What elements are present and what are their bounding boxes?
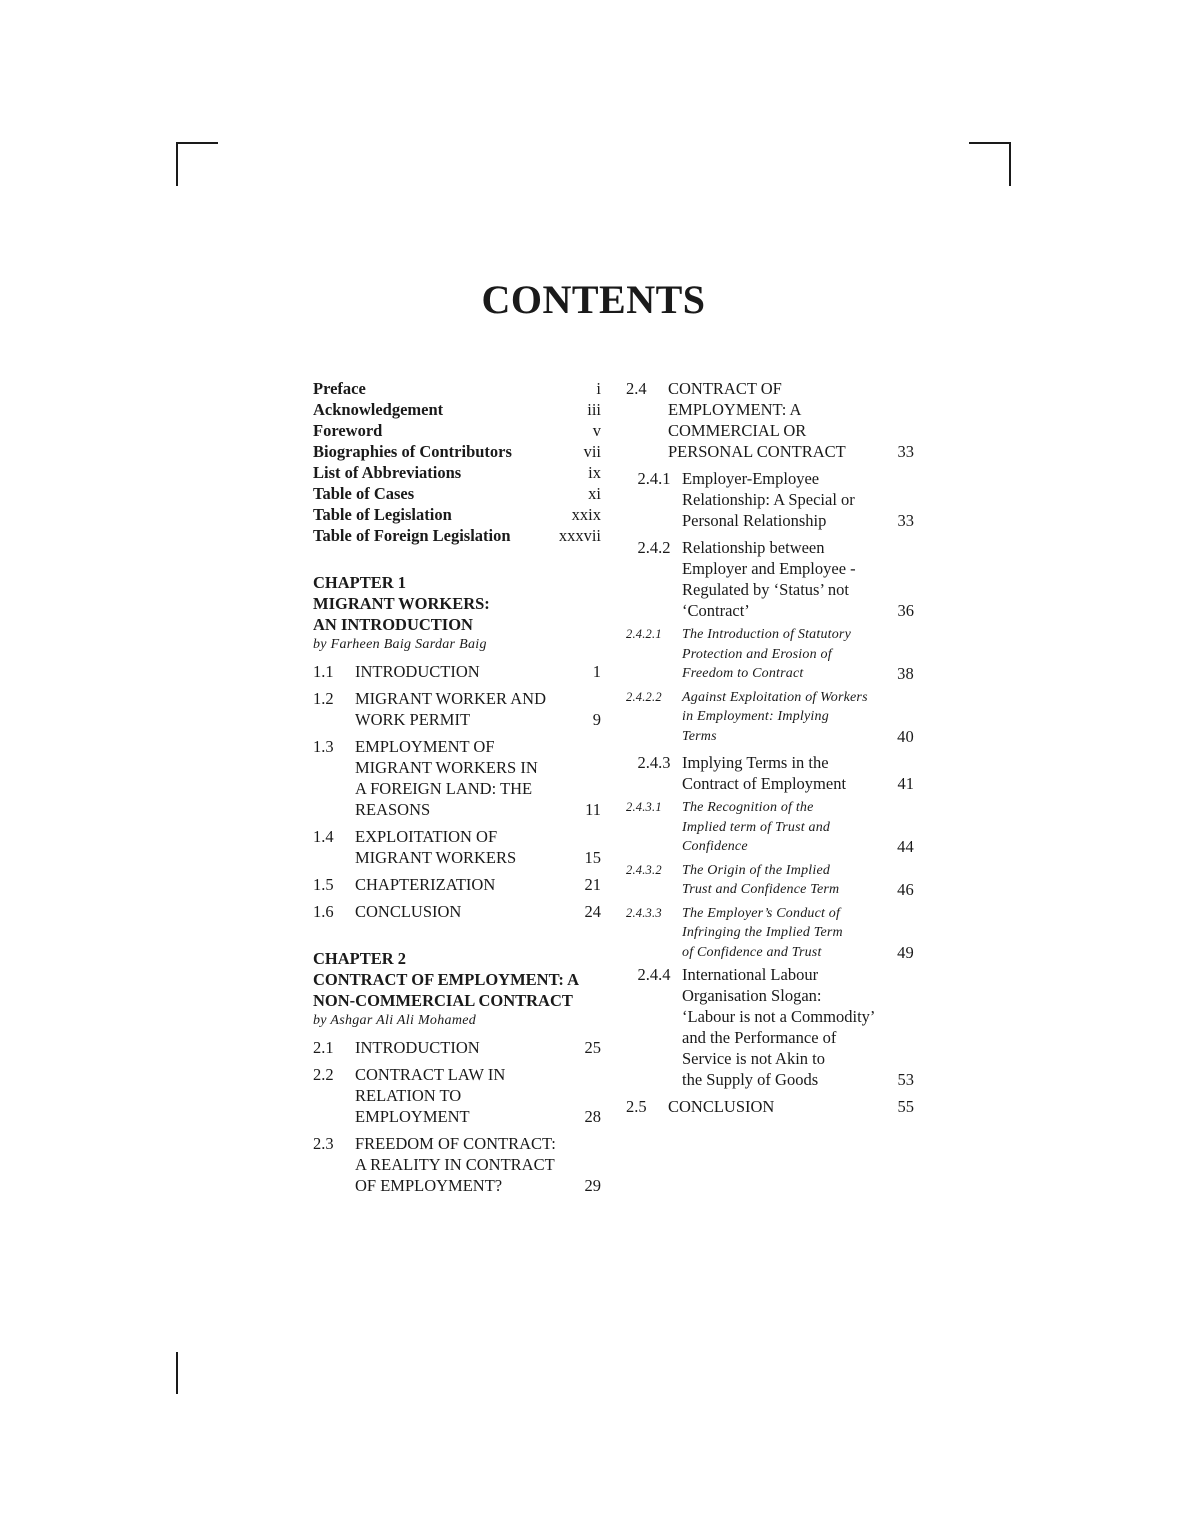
section-title — [355, 1037, 567, 1058]
chapter-author: by Ashgar Ali Ali Mohamed — [313, 1013, 477, 1028]
section-number: 2.2 — [313, 1065, 334, 1084]
crop-mark-top-right-vertical — [1009, 142, 1011, 186]
crop-mark-top-left — [176, 142, 218, 144]
toc-section-1-4[interactable] — [313, 826, 601, 868]
section-title-line: MIGRANT WORKERS IN — [355, 758, 538, 777]
section-title-line: Infringing the Implied Term — [682, 925, 843, 940]
section-number: 1.3 — [313, 737, 334, 756]
section-page: 11 — [585, 800, 601, 819]
front-matter-list — [313, 378, 601, 546]
entry-label: Table of Legislation — [313, 505, 452, 524]
section-number: 2.4.1 — [637, 469, 671, 488]
section-title-line: CONCLUSION — [355, 902, 462, 921]
section-title-line: ‘Labour is not a Commodity’ — [682, 1007, 876, 1026]
section-title — [355, 901, 567, 922]
section-number: 2.4.2.2 — [626, 689, 662, 704]
entry-page: v — [592, 421, 601, 440]
section-title-line: Implied term of Trust and — [682, 819, 831, 835]
section-title-line: Confidence — [682, 839, 748, 854]
section-title-line: Trust and Confidence Term — [682, 882, 840, 897]
toc-section-2-4-2-2[interactable] — [626, 688, 914, 747]
section-title — [682, 861, 884, 900]
section-title-line: Relationship between — [682, 538, 825, 557]
section-page: 24 — [584, 902, 601, 921]
crop-mark-top-right — [969, 142, 1011, 144]
section-title-line: CONTRACT OF — [668, 379, 782, 398]
entry-page: xxix — [571, 505, 601, 524]
toc-section-1-3[interactable] — [313, 736, 601, 820]
section-title — [355, 826, 567, 868]
section-page: 49 — [897, 942, 914, 962]
section-title-line: MIGRANT WORKERS — [355, 848, 517, 867]
toc-section-2-4-1[interactable] — [626, 468, 914, 531]
section-title — [355, 1133, 567, 1196]
section-title-line: The Recognition of the — [682, 800, 814, 815]
section-title-line: Implying Terms in the — [682, 753, 829, 772]
chapter-author: by Farheen Baig Sardar Baig — [313, 637, 487, 652]
section-title-line: INTRODUCTION — [355, 662, 480, 681]
toc-section-2-4-3-3[interactable] — [626, 904, 914, 963]
section-title — [682, 468, 884, 531]
section-title-line: The Introduction of Statutory — [682, 627, 851, 642]
section-title-line: INTRODUCTION — [355, 1038, 480, 1057]
chapter-label: CHAPTER 1 — [313, 573, 407, 592]
entry-label: Biographies of Contributors — [313, 442, 512, 461]
entry-label: Foreword — [313, 421, 383, 440]
section-number: 2.5 — [626, 1097, 647, 1116]
section-number: 2.4.3 — [637, 753, 671, 772]
entry-label: Preface — [313, 379, 366, 398]
section-title-line: Against Exploitation of Workers — [682, 689, 868, 705]
section-title — [682, 964, 884, 1090]
section-title — [355, 1064, 567, 1127]
section-page: 55 — [897, 1097, 914, 1116]
section-title-line: REASONS — [355, 800, 431, 819]
toc-section-2-4-4[interactable] — [626, 964, 914, 1090]
section-title-line: CHAPTERIZATION — [355, 875, 496, 894]
chapter-title[interactable]: AN INTRODUCTION — [313, 615, 473, 634]
toc-entry-preface[interactable] — [313, 378, 601, 399]
section-number: 2.4.2 — [637, 538, 671, 557]
section-title-line: Regulated by ‘Status’ not — [682, 580, 849, 599]
section-title-line: ‘Contract’ — [682, 601, 750, 620]
section-title-line: Service is not Akin to — [682, 1049, 825, 1068]
entry-page: i — [596, 379, 601, 398]
section-title-line: Organisation Slogan: — [682, 986, 822, 1005]
section-page: 29 — [584, 1176, 601, 1195]
chapter-title[interactable]: CONTRACT OF EMPLOYMENT: A — [313, 970, 579, 989]
section-title-line: A REALITY IN CONTRACT — [355, 1155, 555, 1174]
section-title-line: MIGRANT WORKER AND — [355, 689, 546, 708]
toc-section-2-5[interactable] — [626, 1096, 914, 1117]
section-page: 25 — [584, 1038, 601, 1057]
section-page: 33 — [897, 511, 914, 530]
section-title — [682, 752, 884, 794]
toc-section-2-4[interactable] — [626, 378, 914, 462]
section-title — [355, 688, 567, 730]
toc-entry-table-of-legislation[interactable] — [313, 504, 601, 525]
section-page: 28 — [584, 1107, 601, 1126]
chapter-label: CHAPTER 2 — [313, 949, 407, 968]
section-title-line: International Labour — [682, 965, 819, 984]
section-title-line: PERSONAL CONTRACT — [668, 442, 846, 461]
toc-entry-abbreviations[interactable] — [313, 462, 601, 483]
toc-entry-table-of-foreign-legislation[interactable] — [313, 525, 601, 546]
section-title-line: Personal Relationship — [682, 511, 827, 530]
section-title-line: Contract of Employment — [682, 774, 847, 793]
section-page: 9 — [592, 710, 601, 729]
section-title-line: The Employer’s Conduct of — [682, 905, 841, 921]
section-page: 46 — [897, 880, 914, 899]
section-title-line: EMPLOYMENT: A — [668, 400, 802, 419]
section-title-line: COMMERCIAL OR — [668, 421, 807, 440]
entry-label: Table of Cases — [313, 484, 415, 503]
toc-entry-biographies[interactable] — [313, 441, 601, 462]
section-number: 1.5 — [313, 875, 334, 894]
section-page: 41 — [897, 774, 914, 793]
section-number: 1.4 — [313, 827, 334, 846]
section-number: 2.4.3.1 — [626, 800, 662, 814]
section-title-line: Employer-Employee — [682, 469, 820, 488]
toc-right-column — [626, 378, 914, 1117]
section-number: 2.4.3.3 — [626, 905, 662, 920]
toc-section-2-4-2-1[interactable] — [626, 625, 914, 684]
toc-entry-acknowledgement[interactable] — [313, 399, 601, 420]
entry-page: xi — [588, 484, 601, 503]
section-page: 21 — [584, 875, 601, 894]
toc-section-1-1[interactable] — [313, 661, 601, 682]
section-title-line: Protection and Erosion of — [682, 646, 832, 662]
section-title — [682, 537, 884, 621]
toc-section-2-4-3[interactable] — [626, 752, 914, 794]
entry-label: List of Abbreviations — [313, 463, 462, 482]
toc-section-2-2[interactable] — [313, 1064, 601, 1127]
toc-section-2-3[interactable] — [313, 1133, 601, 1196]
section-number: 1.2 — [313, 689, 334, 708]
chapter-title[interactable]: NON-COMMERCIAL CONTRACT — [313, 991, 573, 1010]
section-title-line: and the Performance of — [682, 1028, 837, 1047]
section-title — [682, 798, 884, 857]
section-page: 38 — [897, 664, 914, 683]
crop-mark-top-left-vertical — [176, 142, 178, 186]
section-title-line: EXPLOITATION OF — [355, 827, 498, 846]
section-title-line: CONTRACT LAW IN — [355, 1065, 506, 1084]
section-page: 44 — [897, 837, 914, 856]
section-title — [355, 874, 567, 895]
toc-left-column — [313, 378, 601, 1196]
chapter-1 — [313, 572, 601, 922]
section-title-line: in Employment: Implying — [682, 709, 829, 724]
section-title-line: FREEDOM OF CONTRACT: — [355, 1134, 556, 1153]
section-title — [682, 688, 884, 747]
section-title — [355, 661, 567, 682]
section-title-line: The Origin of the Implied — [682, 862, 831, 878]
section-page: 15 — [584, 848, 601, 867]
section-title-line: OF EMPLOYMENT? — [355, 1176, 503, 1195]
entry-page: ix — [588, 463, 601, 482]
section-title — [682, 625, 884, 684]
section-number: 2.4 — [626, 379, 647, 398]
toc-entry-foreword[interactable] — [313, 420, 601, 441]
section-page: 33 — [897, 442, 914, 461]
section-title — [355, 736, 567, 820]
section-title-line: EMPLOYMENT OF — [355, 737, 495, 756]
entry-page: iii — [587, 400, 601, 419]
section-number: 1.6 — [313, 902, 334, 921]
section-title-line: CONCLUSION — [668, 1097, 775, 1116]
crop-mark-bottom-left — [176, 1352, 178, 1394]
entry-page: vii — [583, 442, 601, 461]
section-title-line: A FOREIGN LAND: THE — [355, 779, 533, 798]
section-title-line: Employer and Employee - — [682, 559, 856, 578]
section-page: 40 — [897, 726, 914, 746]
toc-section-2-4-2[interactable] — [626, 537, 914, 621]
page-title: CONTENTS — [481, 277, 706, 322]
section-title-line: WORK PERMIT — [355, 710, 471, 729]
entry-page: xxxvii — [558, 526, 601, 545]
toc-section-2-4-3-2[interactable] — [626, 861, 914, 900]
section-title — [668, 1096, 880, 1117]
section-number: 2.4.2.1 — [626, 627, 662, 641]
toc-section-1-6[interactable] — [313, 901, 601, 922]
toc-entry-table-of-cases[interactable] — [313, 483, 601, 504]
section-number: 2.4.3.2 — [626, 862, 662, 877]
section-title-line: EMPLOYMENT — [355, 1107, 470, 1126]
entry-label: Acknowledgement — [313, 400, 444, 419]
entry-label: Table of Foreign Legislation — [313, 526, 511, 545]
toc-section-2-4-3-1[interactable] — [626, 798, 914, 857]
section-title-line: the Supply of Goods — [682, 1070, 819, 1089]
section-number: 2.4.4 — [637, 965, 671, 984]
toc-section-1-5[interactable] — [313, 874, 601, 895]
section-page: 1 — [592, 662, 601, 681]
section-title-line: Freedom to Contract — [682, 666, 804, 681]
section-title-line: Terms — [682, 728, 717, 744]
chapter-title[interactable]: MIGRANT WORKERS: — [313, 594, 490, 613]
section-title-line: of Confidence and Trust — [682, 944, 822, 960]
toc-section-2-1[interactable] — [313, 1037, 601, 1058]
section-number: 1.1 — [313, 662, 334, 681]
section-title — [668, 378, 880, 462]
section-title-line: RELATION TO — [355, 1086, 462, 1105]
section-title-line: Relationship: A Special or — [682, 490, 855, 509]
section-title — [682, 904, 884, 963]
toc-section-1-2[interactable] — [313, 688, 601, 730]
section-number: 2.3 — [313, 1134, 334, 1153]
chapter-2 — [313, 948, 601, 1196]
section-page: 36 — [897, 601, 914, 620]
section-number: 2.1 — [313, 1038, 334, 1057]
section-page: 53 — [897, 1070, 914, 1089]
